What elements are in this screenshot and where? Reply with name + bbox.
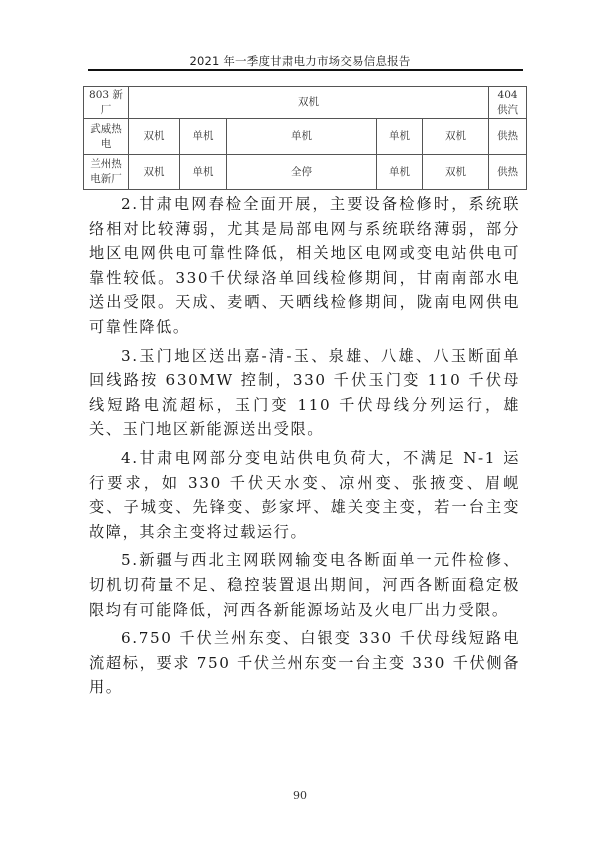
page-header-title: 2021 年一季度甘肃电力市场交易信息报告 <box>189 54 411 68</box>
table-cell-remark: 供热 <box>489 155 527 190</box>
table-cell-status: 单机 <box>377 119 423 155</box>
paragraph-item-4: 4.甘肃电网部分变电站供电负荷大，不满足 N-1 运行要求，如 330 千伏天水变、凉州变、张掖变、眉岘变、子城变、先锋变、彭家坪、雄关变主变，若一台主变故障，其余主变将过载运行。 <box>89 448 520 541</box>
table-cell-status: 双机 <box>129 87 489 119</box>
table-cell-status: 单机 <box>377 155 423 190</box>
paragraph-item-5: 5.新疆与西北主网联网输变电各断面单一元件检修、切机切荷量不足、稳控装置退出期间，河西各断面稳定极限均有可能降低，河西各新能源场站及火电厂出力受限。 <box>89 551 520 619</box>
table-cell-status: 双机 <box>129 119 180 155</box>
header-divider <box>88 69 523 71</box>
table-cell-status: 单机 <box>180 155 227 190</box>
table-cell-plant: 武威热电 <box>84 119 129 155</box>
table-cell-plant: 兰州热电新厂 <box>84 155 129 190</box>
table-cell-remark: 404 供汽 <box>489 87 527 119</box>
table-row <box>84 155 527 190</box>
table-cell-status: 双机 <box>423 119 489 155</box>
table-cell-plant: 803 新厂 <box>84 87 129 119</box>
paragraph-item-2: 2.甘肃电网春检全面开展，主要设备检修时，系统联络相对比较薄弱，尤其是局部电网与系统联络薄弱，部分地区电网供电可靠性降低，相关地区电网或变电站供电可靠性较低。330千伏绿洛单回线检修期间，甘南南部水电送出受限。天成、麦晒、天晒线检修期间，陇南电网供电可靠性降低。 <box>89 195 520 336</box>
page-number: 90 <box>293 789 307 802</box>
table-row <box>84 87 527 119</box>
table-cell-status: 双机 <box>129 155 180 190</box>
table-cell-status: 单机 <box>227 119 377 155</box>
table-row <box>84 119 527 155</box>
table-cell-status: 单机 <box>180 119 227 155</box>
unit-status-table <box>83 86 527 190</box>
paragraph-item-3: 3.玉门地区送出嘉-清-玉、泉雄、八雄、八玉断面单回线路按 630MW 控制，330 千伏玉门变 110 千伏母线短路电流超标，玉门变 110 千伏母线分列运行，雄关、玉门地区新能源送出受限。 <box>89 346 520 439</box>
table-cell-remark: 供热 <box>489 119 527 155</box>
paragraph-item-6: 6.750 千伏兰州东变、白银变 330 千伏母线短路电流超标，要求 750 千伏兰州东变一台主变 330 千伏侧备用。 <box>89 629 520 697</box>
table-cell-status: 双机 <box>423 155 489 190</box>
table-cell-status: 全停 <box>227 155 377 190</box>
body-text <box>89 192 520 704</box>
